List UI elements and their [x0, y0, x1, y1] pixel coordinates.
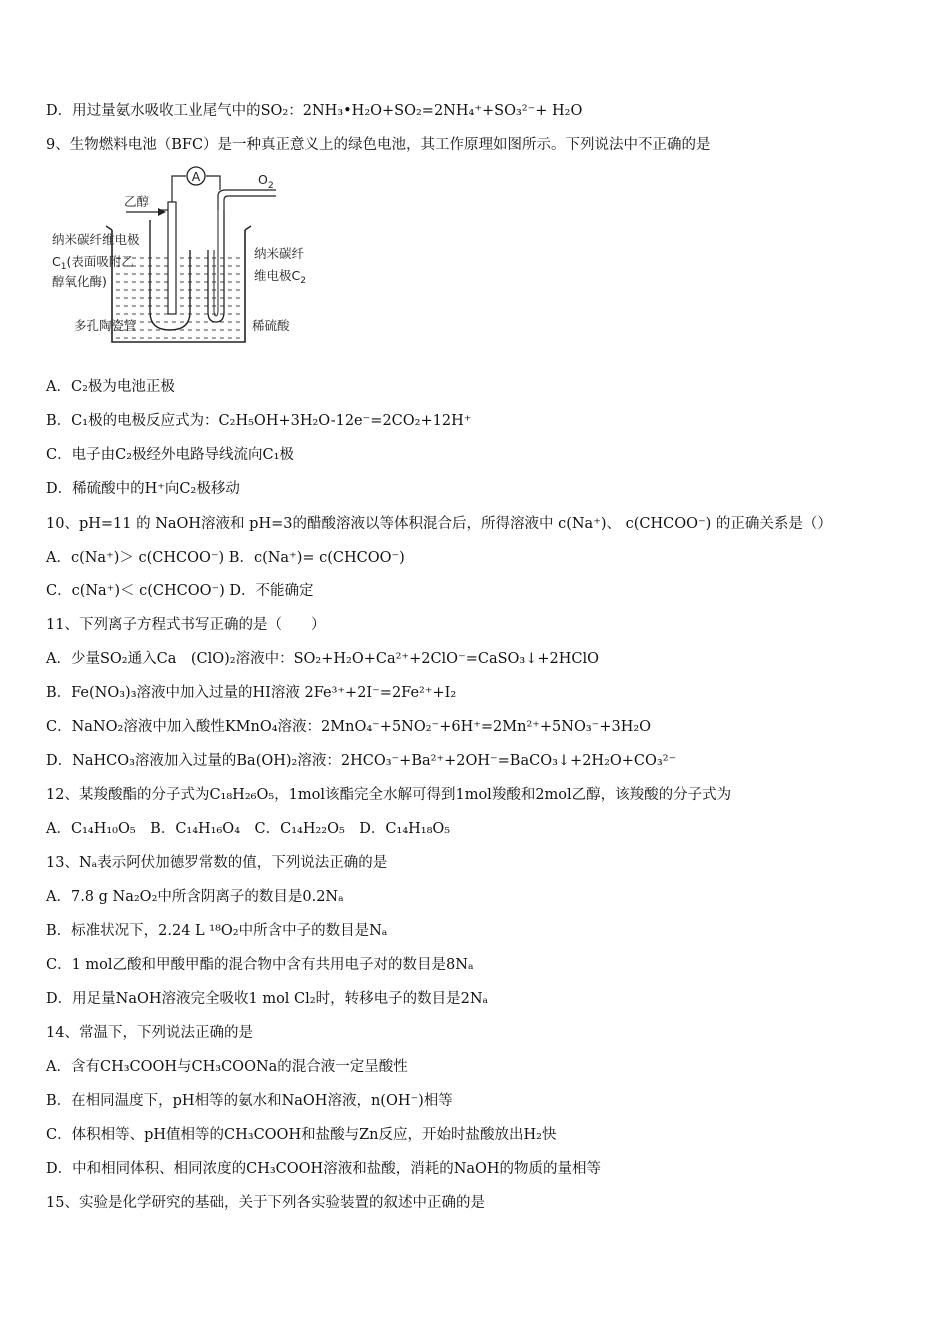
- q13-option-d: D．用足量NaOH溶液完全吸收1 mol Cl₂时，转移电子的数目是2Nₐ: [46, 991, 489, 1007]
- q13-stem: 13、Nₐ表示阿伏加德罗常数的值，下列说法正确的是: [46, 855, 388, 871]
- q10-options-ab: A．c(Na⁺)＞ c(CHCOO⁻) B．c(Na⁺)= c(CHCOO⁻): [46, 550, 405, 566]
- svg-text:纳米碳纤: 纳米碳纤: [254, 246, 305, 261]
- q11-option-b: B．Fe(NO₃)₃溶液中加入过量的HI溶液 2Fe³⁺+2I⁻=2Fe²⁺+I₂: [46, 685, 457, 701]
- q14-option-d: D．中和相同体积、相同浓度的CH₃COOH溶液和盐酸，消耗的NaOH的物质的量相等: [46, 1161, 602, 1177]
- svg-text:O: O: [258, 172, 268, 187]
- q9-stem: 9、生物燃料电池（BFC）是一种真正意义上的绿色电池，其工作原理如图所示。下列说法中不正确的是: [46, 137, 711, 153]
- svg-text:稀硫酸: 稀硫酸: [252, 318, 290, 333]
- q9-option-a: A．C₂极为电池正极: [46, 379, 175, 395]
- q13-option-b: B．标准状况下，2.24 L ¹⁸O₂中所含中子的数目是Nₐ: [46, 923, 388, 939]
- q11-option-c: C．NaNO₂溶液中加入酸性KMnO₄溶液：2MnO₄⁻+5NO₂⁻+6H⁺=2Mn²⁺+5NO₃⁻+3H₂O: [46, 719, 652, 735]
- q13-option-c: C．1 mol乙酸和甲酸甲酯的混合物中含有共用电子对的数目是8Nₐ: [46, 957, 474, 973]
- q14-option-b: B．在相同温度下，pH相等的氨水和NaOH溶液，n(OH⁻)相等: [46, 1093, 453, 1109]
- q11-option-d: D．NaHCO₃溶液加入过量的Ba(OH)₂溶液：2HCO₃⁻+Ba²⁺+2OH⁻=BaCO₃↓+2H₂O+CO₃²⁻: [46, 753, 677, 769]
- svg-text:C1(表面吸附乙: $C_1$(表面吸附乙: [52, 254, 134, 272]
- bfc-diagram: [40, 162, 310, 357]
- svg-text:乙醇: 乙醇: [124, 194, 150, 209]
- svg-text:纳米碳纤维电极: 纳米碳纤维电极: [52, 232, 140, 247]
- q10-stem: 10、pH=11 的 NaOH溶液和 pH=3的醋酸溶液以等体积混合后，所得溶液中 c(Na⁺)、 c(CHCOO⁻) 的正确关系是（）: [46, 516, 832, 532]
- q8-option-d: D．用过量氨水吸收工业尾气中的SO₂：2NH₃•H₂O+SO₂=2NH₄⁺+SO₃²⁻+ H₂O: [46, 103, 583, 119]
- q9-option-b: B．C₁极的电极反应式为：C₂H₅OH+3H₂O-12e⁻=2CO₂+12H⁺: [46, 413, 472, 429]
- q14-option-c: C．体积相等、pH值相等的CH₃COOH和盐酸与Zn反应，开始时盐酸放出H₂快: [46, 1127, 557, 1143]
- q12-stem: 12、某羧酸酯的分子式为C₁₈H₂₆O₅，1mol该酯完全水解可得到1mol羧酸和2mol乙醇，该羧酸的分子式为: [46, 787, 732, 803]
- q11-stem: 11、下列离子方程式书写正确的是（ ）: [46, 617, 326, 633]
- q15-stem: 15、实验是化学研究的基础，关于下列各实验装置的叙述中正确的是: [46, 1195, 485, 1211]
- svg-text:2: 2: [268, 181, 274, 191]
- q11-option-a: A．少量SO₂通入Ca (ClO)₂溶液中：SO₂+H₂O+Ca²⁺+2ClO⁻=CaSO₃↓+2HClO: [46, 651, 600, 667]
- svg-text:多孔陶瓷管: 多孔陶瓷管: [74, 318, 137, 333]
- q13-option-a: A．7.8 g Na₂O₂中所含阴离子的数目是0.2Nₐ: [46, 889, 344, 905]
- q14-stem: 14、常温下，下列说法正确的是: [46, 1025, 253, 1041]
- q12-options: A．C₁₄H₁₀O₅ B．C₁₄H₁₆O₄ C．C₁₄H₂₂O₅ D．C₁₄H₁₈O₅: [46, 821, 451, 837]
- svg-text:A: A: [191, 169, 201, 184]
- q9-option-c: C．电子由C₂极经外电路导线流向C₁极: [46, 447, 294, 463]
- q10-options-cd: C．c(Na⁺)＜ c(CHCOO⁻) D．不能确定: [46, 583, 314, 599]
- q14-option-a: A．含有CH₃COOH与CH₃COONa的混合液一定呈酸性: [46, 1059, 408, 1075]
- q9-option-d: D．稀硫酸中的H⁺向C₂极移动: [46, 481, 240, 497]
- svg-text:维电极C2: 维电极$C_2$: [254, 268, 306, 286]
- svg-text:醇氧化酶): 醇氧化酶): [52, 274, 107, 289]
- electrode-c1: [168, 202, 176, 314]
